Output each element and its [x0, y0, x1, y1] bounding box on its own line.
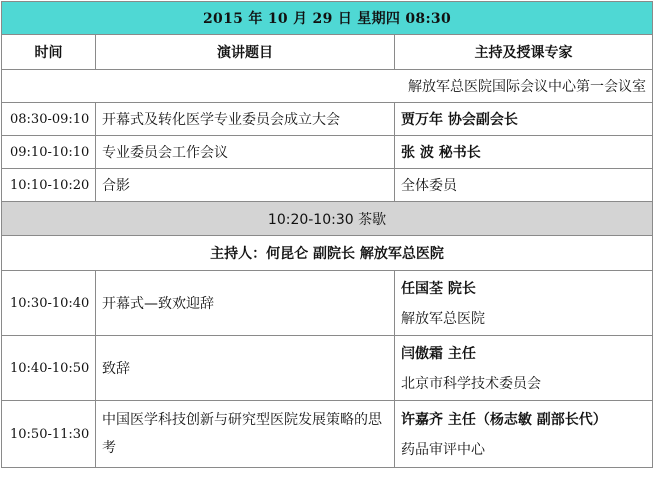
date-header: 2015 年 10 月 29 日 星期四 08:30: [2, 2, 653, 35]
talk-topic: 中国医学科技创新与研究型医院发展策略的思考: [96, 401, 395, 468]
schedule-table: [1, 1, 653, 468]
table-row: [2, 136, 653, 169]
talk-topic: 开幕式—致欢迎辞: [96, 271, 395, 336]
tea-break-label: 10:20-10:30 茶歇: [2, 202, 653, 236]
talk-speaker-cell: [395, 336, 653, 401]
session-speaker: 贾万年 协会副会长: [395, 103, 653, 136]
table-row: [2, 271, 653, 336]
talk-speaker: 闫傲霜 主任: [401, 346, 476, 362]
column-header-row: [2, 35, 653, 70]
session-topic: 专业委员会工作会议: [96, 136, 395, 169]
column-header-topic: 演讲题目: [96, 35, 395, 70]
session-speaker: 张 波 秘书长: [395, 136, 653, 169]
tea-break-row: [2, 202, 653, 236]
session-time: 08:30-09:10: [2, 103, 96, 136]
talk-topic: 致辞: [96, 336, 395, 401]
table-row: [2, 401, 653, 468]
session-time: 10:10-10:20: [2, 169, 96, 202]
talk-speaker-cell: [395, 271, 653, 336]
table-row: [2, 336, 653, 401]
talk-speaker: 任国荃 院长: [401, 281, 476, 297]
chair-label: 主持人：何昆仑 副院长 解放军总医院: [2, 236, 653, 271]
column-header-time: 时间: [2, 35, 96, 70]
column-header-host: 主持及授课专家: [395, 35, 653, 70]
session-topic: 开幕式及转化医学专业委员会成立大会: [96, 103, 395, 136]
table-row: [2, 103, 653, 136]
talk-organization: 药品审评中心: [401, 442, 485, 458]
talk-organization: 北京市科学技术委员会: [401, 376, 541, 392]
venue-row: [2, 70, 653, 103]
venue-label: 解放军总医院国际会议中心第一会议室: [2, 70, 653, 103]
talk-organization: 解放军总医院: [401, 311, 485, 327]
table-row: [2, 169, 653, 202]
talk-speaker: 许嘉齐 主任（杨志敏 副部长代）: [401, 412, 607, 428]
session-time: 09:10-10:10: [2, 136, 96, 169]
talk-speaker-cell: [395, 401, 653, 468]
date-header-row: [2, 2, 653, 35]
session-topic: 合影: [96, 169, 395, 202]
talk-time: 10:30-10:40: [2, 271, 96, 336]
talk-time: 10:50-11:30: [2, 401, 96, 468]
chair-row: [2, 236, 653, 271]
session-speaker: 全体委员: [395, 169, 653, 202]
talk-time: 10:40-10:50: [2, 336, 96, 401]
